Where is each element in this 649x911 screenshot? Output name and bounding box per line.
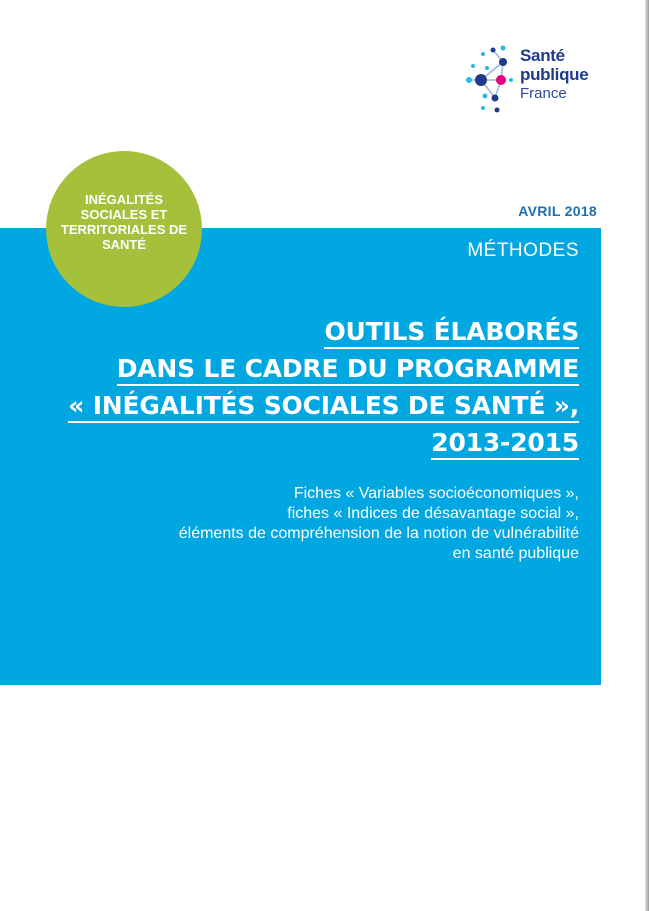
title-line-4: 2013-2015 xyxy=(431,428,579,460)
logo xyxy=(463,40,623,120)
subtitle-line-2: fiches « Indices de désavantage social », xyxy=(287,505,579,522)
section-label: MÉTHODES xyxy=(467,240,579,261)
theme-line-2: SOCIALES ET xyxy=(80,207,168,222)
theme-badge-text xyxy=(49,192,199,252)
theme-badge xyxy=(46,151,202,307)
logo-text xyxy=(520,46,588,103)
title-line-1: OUTILS ÉLABORÉS xyxy=(324,317,579,349)
title-line-3: « INÉGALITÉS SOCIALES DE SANTÉ », xyxy=(68,391,579,423)
theme-line-3: TERRITORIALES DE xyxy=(60,222,188,237)
subtitle xyxy=(19,484,579,564)
logo-line-2: publique xyxy=(520,65,589,84)
logo-line-1: Santé xyxy=(520,46,565,65)
logo-line-3: France xyxy=(520,85,567,102)
molecule-icon xyxy=(463,40,523,120)
page-edge xyxy=(645,0,649,911)
title-line-2: DANS LE CADRE DU PROGRAMME xyxy=(117,354,579,386)
main-title xyxy=(19,313,579,461)
subtitle-line-1: Fiches « Variables socioéconomiques », xyxy=(293,485,579,502)
publication-date: AVRIL 2018 xyxy=(518,203,597,219)
theme-line-4: SANTÉ xyxy=(101,237,147,252)
theme-line-1: INÉGALITÉS xyxy=(84,192,163,207)
subtitle-line-4: en santé publique xyxy=(452,545,579,562)
subtitle-line-3: éléments de compréhension de la notion de vulnérabilité xyxy=(178,525,579,542)
